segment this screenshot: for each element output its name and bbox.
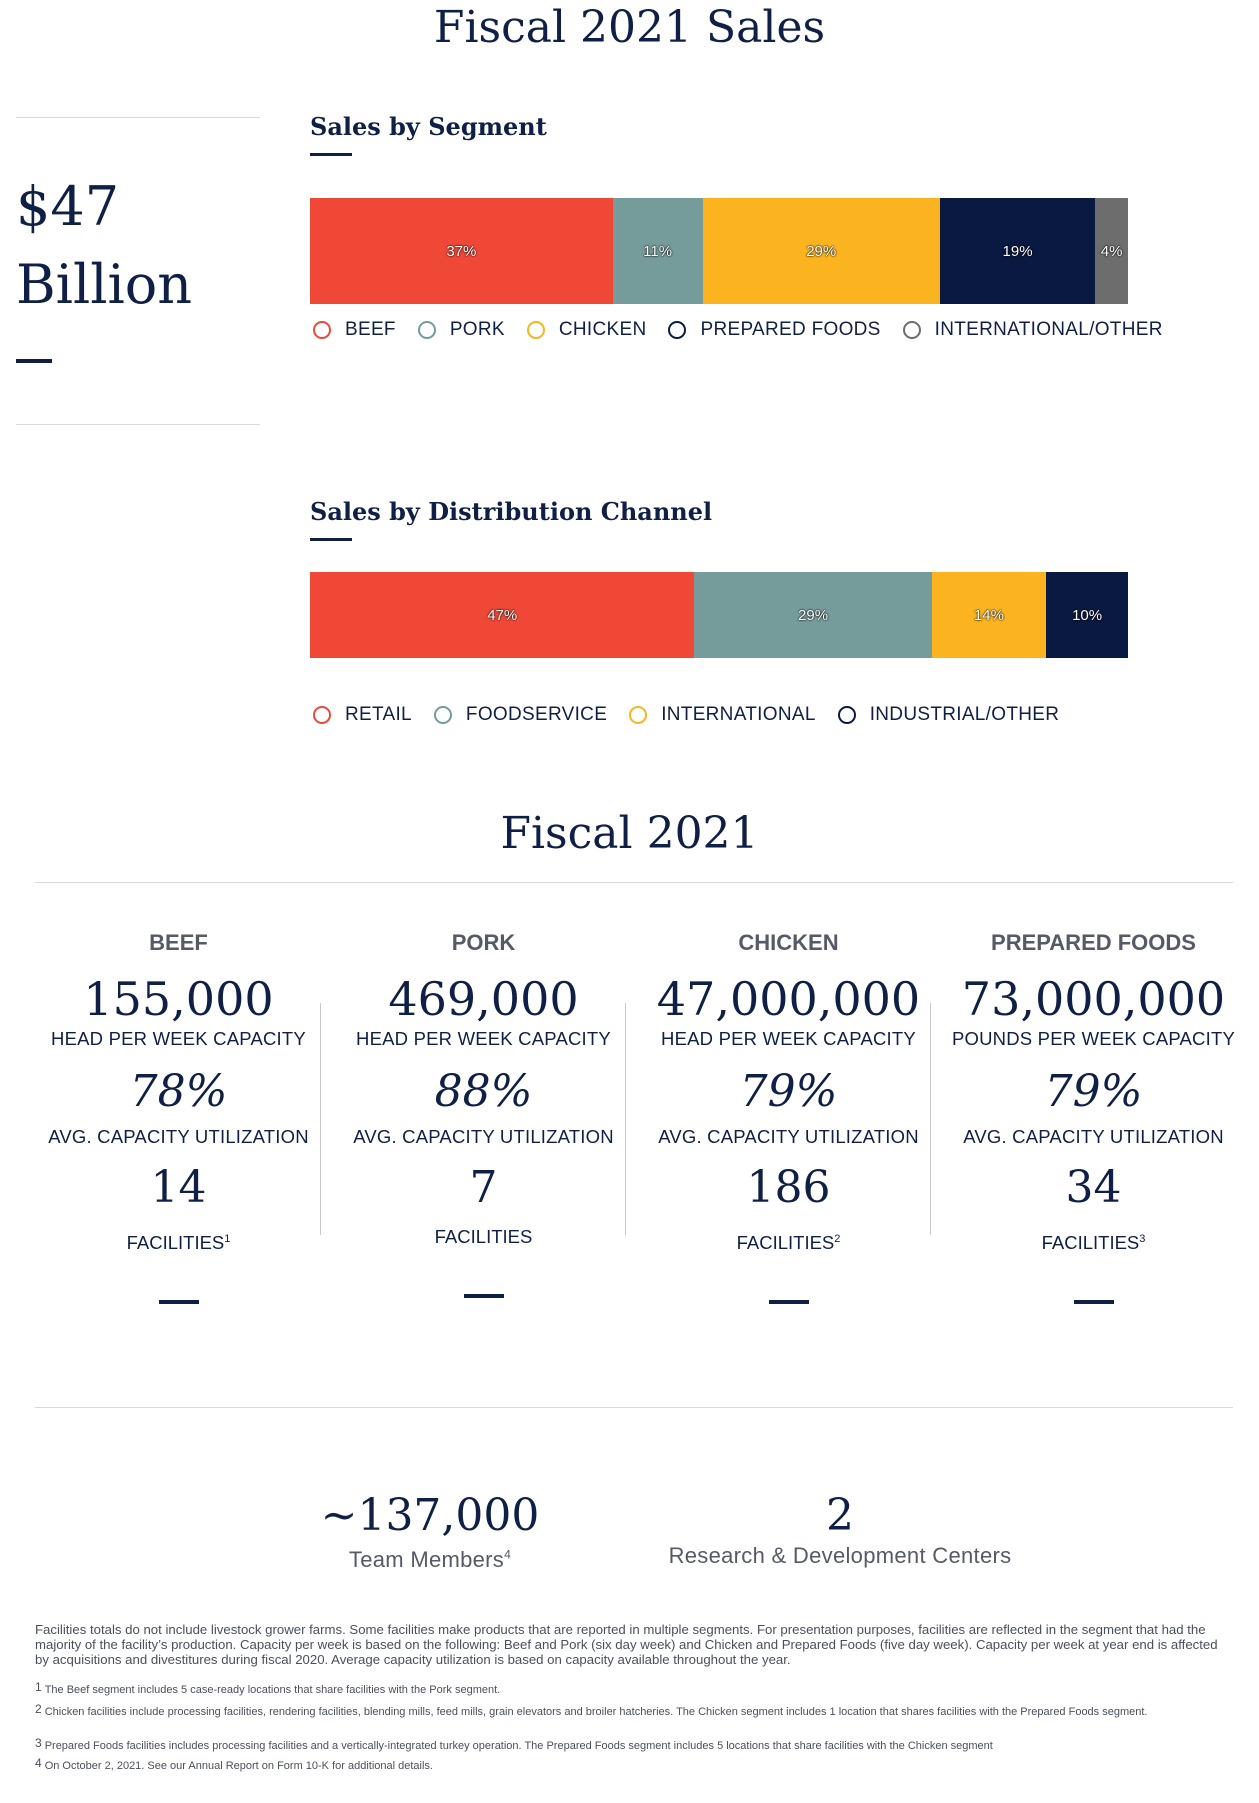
legend-label: CHICKEN: [558, 319, 647, 340]
bar-segment-prepared-foods: [940, 198, 1095, 304]
rd-centers-value: 2: [826, 1490, 854, 1541]
circle-icon: [838, 706, 856, 724]
total-sales: [16, 168, 192, 324]
utilization-value: 88%: [434, 1066, 533, 1117]
legend-label: INDUSTRIAL/OTHER: [869, 704, 1060, 725]
divider: [16, 424, 260, 425]
segment-name: PREPARED FOODS: [991, 930, 1196, 955]
segment-column-chicken: [636, 930, 941, 1304]
footnote-ref: 3: [1139, 1232, 1146, 1245]
utilization-label: AVG. CAPACITY UTILIZATION: [353, 1126, 614, 1147]
segment-name: CHICKEN: [738, 930, 839, 955]
fiscal-title: Fiscal 2021: [500, 808, 759, 859]
legend-item-prepared-foods: [668, 319, 880, 341]
dash-divider: [16, 359, 52, 363]
legend-label: INTERNATIONAL: [661, 704, 816, 725]
legend-label: INTERNATIONAL/OTHER: [934, 319, 1163, 340]
data-label: 19%: [1002, 242, 1033, 260]
capacity-value: 73,000,000: [961, 972, 1226, 1026]
segment-column-prepared-foods: [941, 930, 1246, 1304]
column-divider: [625, 1003, 626, 1235]
dash-divider: [769, 1300, 809, 1304]
facilities-label: FACILITIES$^3$: [1041, 1232, 1146, 1253]
legend-item-pork: [418, 319, 505, 341]
total-sales-value: $47: [16, 175, 120, 238]
column-divider: [930, 1003, 931, 1235]
facilities-label: FACILITIES$^2$: [736, 1232, 841, 1253]
footnote-4: $^4$ On October 2, 2021. See our Annual Report on Form 10-K for additional details.: [35, 1756, 433, 1772]
bar-segment-international: [932, 572, 1047, 658]
footnote-2: $^2$ Chicken facilities include processing facilities, rendering facilities, blending mills, feed mills, grain elevators and broiler hatcheries. The Chicken segment includes 1 location that shares facilities with the Prepared Foods segment.: [35, 1702, 1148, 1718]
divider: [35, 882, 1233, 883]
legend-item-international: [629, 704, 816, 726]
legend-item-beef: [313, 319, 396, 341]
circle-icon: [668, 321, 686, 339]
page-title: Fiscal 2021 Sales: [433, 2, 826, 53]
data-label: 11%: [643, 242, 673, 260]
segment-name: BEEF: [149, 930, 208, 955]
circle-icon: [527, 321, 545, 339]
utilization-value: 78%: [129, 1066, 228, 1117]
divider: [35, 1407, 1233, 1408]
facilities-value: 7: [469, 1162, 498, 1213]
capacity-label: HEAD PER WEEK CAPACITY: [51, 1028, 306, 1049]
section-underline: [310, 538, 352, 541]
facilities-value: 14: [150, 1162, 207, 1213]
circle-icon: [418, 321, 436, 339]
utilization-value: 79%: [1044, 1066, 1143, 1117]
capacity-label: HEAD PER WEEK CAPACITY: [661, 1028, 916, 1049]
data-label: 14%: [973, 606, 1004, 624]
channel-stacked-bar: [310, 572, 1128, 658]
utilization-label: AVG. CAPACITY UTILIZATION: [963, 1126, 1224, 1147]
data-label: 37%: [446, 242, 477, 260]
circle-icon: [313, 321, 331, 339]
segment-stacked-bar: [310, 198, 1128, 304]
bar-segment-foodservice: [694, 572, 931, 658]
segment-name: PORK: [451, 930, 516, 955]
footnote-3: $^3$ Prepared Foods facilities includes processing facilities and a vertically-integrated turkey operation. The Prepared Foods segment includes 5 locations that share facilities with the Chicken segment: [35, 1736, 993, 1752]
legend-label: PORK: [449, 319, 505, 340]
data-label: 4%: [1100, 242, 1123, 260]
footnote-ref: 1: [224, 1232, 231, 1245]
utilization-value: 79%: [739, 1066, 838, 1117]
channel-legend: [313, 701, 1081, 729]
total-sales-unit: Billion: [16, 253, 193, 316]
footnote-1: $^1$ The Beef segment includes 5 case-ready locations that share facilities with the Pork segment.: [35, 1680, 501, 1696]
rd-centers-label: Research & Development Centers: [668, 1543, 1012, 1568]
legend-item-industrial-other: [838, 704, 1060, 726]
utilization-label: AVG. CAPACITY UTILIZATION: [48, 1126, 309, 1147]
capacity-value: 155,000: [83, 972, 274, 1026]
team-members-label: Team Members$^4$: [348, 1547, 512, 1572]
legend-label: RETAIL: [345, 704, 412, 725]
capacity-value: 47,000,000: [656, 972, 921, 1026]
column-divider: [320, 1003, 321, 1235]
circle-icon: [313, 706, 331, 724]
capacity-label: POUNDS PER WEEK CAPACITY: [951, 1028, 1236, 1049]
dash-divider: [1074, 1300, 1114, 1304]
bar-segment-international-other: [1095, 198, 1128, 304]
legend-label: BEEF: [345, 319, 396, 340]
utilization-label: AVG. CAPACITY UTILIZATION: [658, 1126, 919, 1147]
legend-item-international-other: [903, 319, 1163, 341]
section-underline: [310, 153, 352, 156]
bar-segment-industrial-other: [1046, 572, 1128, 658]
capacity-value: 469,000: [388, 972, 579, 1026]
data-label: 29%: [806, 242, 837, 260]
facilities-value: 186: [746, 1162, 831, 1213]
segment-column-beef: [26, 930, 331, 1304]
footnote-ref: 2: [834, 1232, 841, 1245]
team-members-value: ~137,000: [320, 1490, 540, 1541]
segment-section-title: Sales by Segment: [310, 112, 547, 141]
bar-segment-beef: [310, 198, 613, 304]
footnote-ref: 4: [504, 1547, 512, 1562]
dash-divider: [159, 1300, 199, 1304]
data-label: 29%: [798, 606, 829, 624]
data-label: 47%: [487, 606, 518, 624]
legend-item-retail: [313, 704, 412, 726]
rd-centers-stat: [640, 1490, 1040, 1569]
segment-column-pork: [331, 930, 636, 1298]
facilities-label: FACILITIES$^1$: [126, 1232, 231, 1253]
bar-segment-pork: [613, 198, 703, 304]
dash-divider: [464, 1294, 504, 1298]
circle-icon: [434, 706, 452, 724]
divider: [16, 117, 260, 118]
segment-legend: [313, 316, 1185, 344]
circle-icon: [629, 706, 647, 724]
legend-label: FOODSERVICE: [465, 704, 608, 725]
channel-section-title: Sales by Distribution Channel: [310, 497, 713, 526]
legend-label: PREPARED FOODS: [700, 319, 881, 340]
team-members-stat: [290, 1490, 570, 1573]
legend-item-foodservice: [434, 704, 607, 726]
facilities-value: 34: [1065, 1162, 1122, 1213]
facilities-label: FACILITIES: [434, 1226, 533, 1247]
methodology-note: Facilities totals do not include livestock grower farms. Some facilities make products that are reported in multiple segments. For presentation purposes, facilities are reflected in the segment that had the majority of the facility’s production. Capacity per week is based on the following: Beef and Pork (six day week) and Chicken and Prepared Foods (five day week). Capacity per week at year end is affected by acquisitions and divestitures during fiscal 2020. Average capacity utilization is based on capacity available throughout the year.: [35, 1622, 1218, 1667]
capacity-label: HEAD PER WEEK CAPACITY: [356, 1028, 611, 1049]
data-label: 10%: [1072, 606, 1103, 624]
bar-segment-retail: [310, 572, 694, 658]
bar-segment-chicken: [703, 198, 940, 304]
circle-icon: [903, 321, 921, 339]
legend-item-chicken: [527, 319, 647, 341]
